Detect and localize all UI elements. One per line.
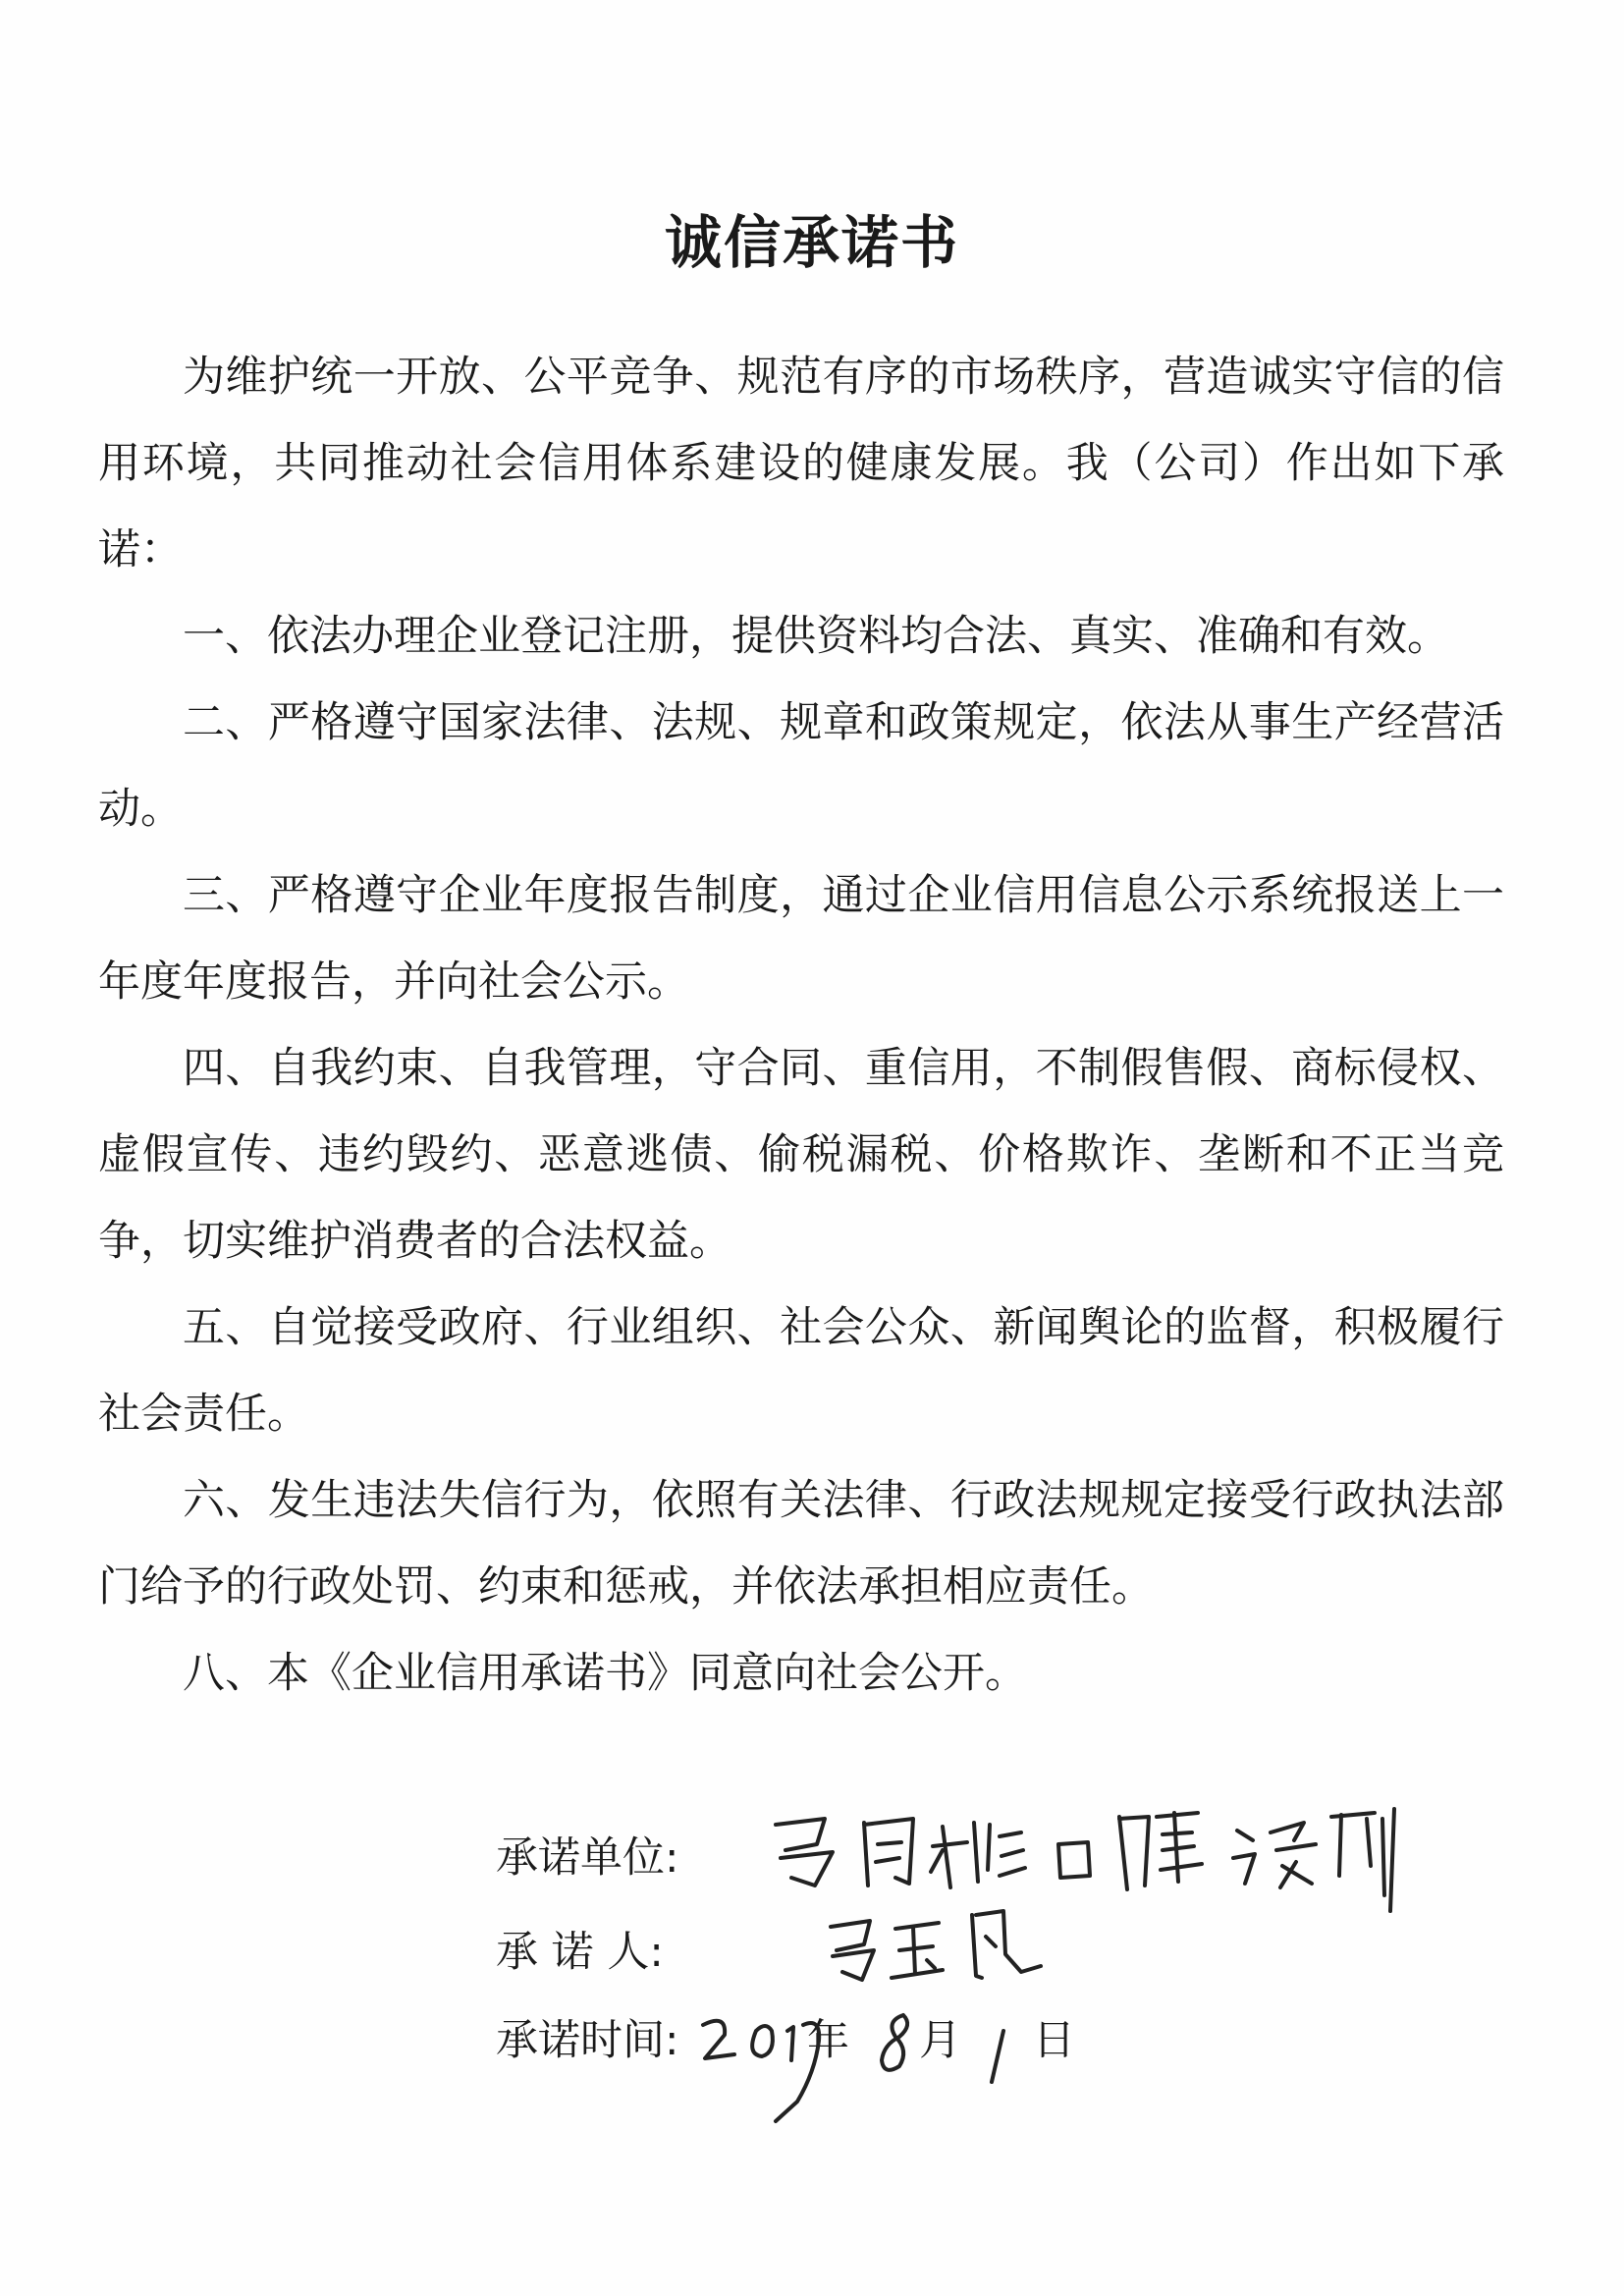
commitment-item-4: 四、自我约束、自我管理，守合同、重信用，不制假售假、商标侵权、虚假宣传、违约毁约、恶意逃债、偷税漏税、价格欺诈、垄断和不正当竞争，切实维护消费者的合法权益。	[98, 1044, 1504, 1266]
document-title: 诚信承诺书	[664, 209, 959, 276]
commitment-item-5: 五、自觉接受政府、行业组织、社会公众、新闻舆论的监督，积极履行社会责任。	[98, 1303, 1504, 1439]
handwritten-person-signature	[831, 1911, 1041, 1980]
intro-paragraph: 为维护统一开放、公平竞争、规范有序的市场秩序，营造诚实守信的信用环境，共同推动社会信用体系建设的健康发展。我（公司）作出如下承诺：	[98, 353, 1504, 574]
month-suffix: 月	[919, 2016, 961, 2065]
commitment-item-1: 一、依法办理企业登记注册，提供资料均合法、真实、准确和有效。	[183, 612, 1449, 661]
day-suffix: 日	[1033, 2016, 1075, 2065]
commitment-unit-label: 承诺单位:	[496, 1833, 679, 1883]
commitment-person-label: 承 诺 人:	[496, 1928, 664, 1977]
commitment-item-2: 二、严格遵守国家法律、法规、规章和政策规定，依法从事生产经营活动。	[98, 698, 1504, 834]
handwritten-unit-signature	[776, 1809, 1394, 1911]
commitment-item-3: 三、严格遵守企业年度报告制度，通过企业信用信息公示系统报送上一年度年度报告，并向社会公示。	[98, 871, 1504, 1007]
handwritten-date	[703, 2015, 1003, 2121]
commitment-item-6: 六、发生违法失信行为，依照有关法律、行政法规规定接受行政执法部门给予的行政处罚、约束和惩戒，并依法承担相应责任。	[98, 1476, 1504, 1612]
commitment-item-8: 八、本《企业信用承诺书》同意向社会公开。	[183, 1649, 1027, 1698]
commitment-time-label: 承诺时间:	[496, 2016, 679, 2065]
year-suffix: 年	[807, 2016, 849, 2065]
